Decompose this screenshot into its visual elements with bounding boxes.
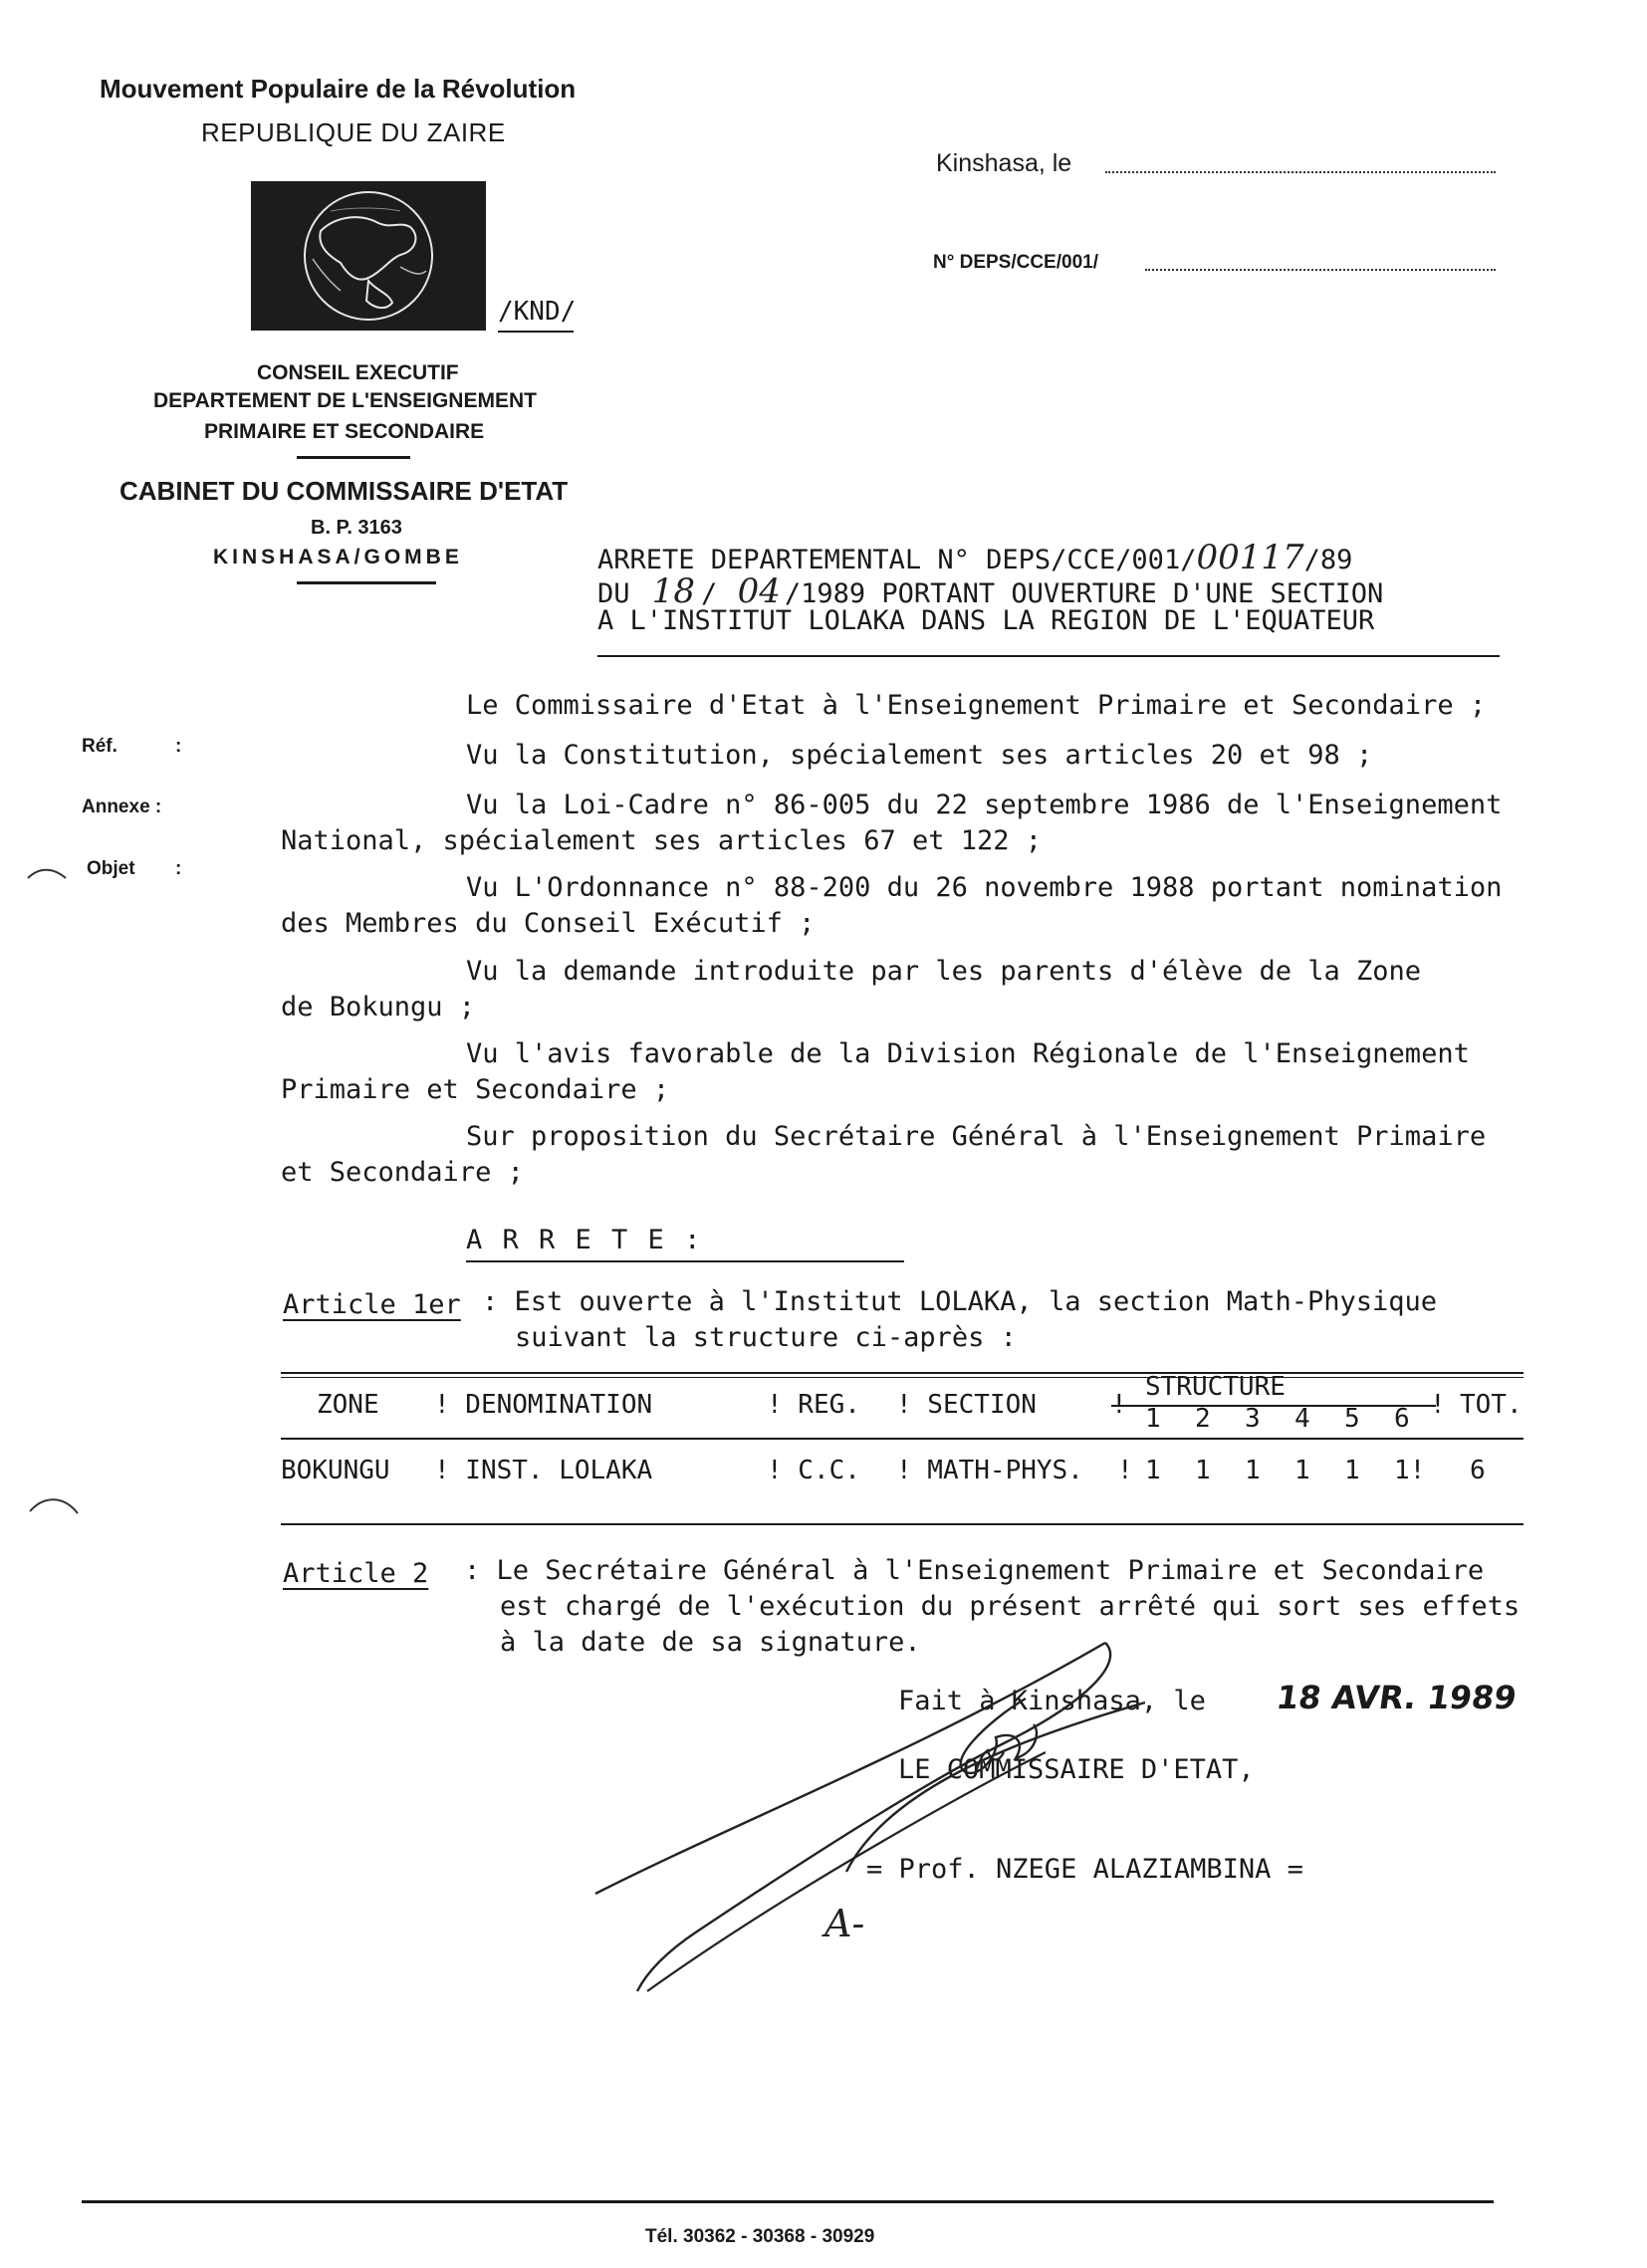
objet-colon: :	[175, 858, 182, 879]
table-row-structure-3: 1	[1245, 1456, 1261, 1485]
preamble-demande-cont: de Bokungu ;	[281, 992, 476, 1022]
fait-a-kinshasa: Fait à Kinshasa, le	[898, 1686, 1206, 1716]
council-line-3: PRIMAIRE ET SECONDAIRE	[204, 420, 485, 443]
table-header-zone: ZONE	[317, 1390, 379, 1420]
date-stamp: 18 AVR. 1989	[1274, 1679, 1520, 1716]
table-header-structure-col-3: 3	[1245, 1404, 1261, 1434]
table-header-section: ! SECTION	[896, 1390, 1037, 1420]
decree-day-handwritten: 18	[651, 571, 696, 611]
decree-number-handwritten: 00117	[1196, 538, 1304, 577]
reference-number-label: N° DEPS/CCE/001/	[933, 252, 1098, 273]
preamble-avis-cont: Primaire et Secondaire ;	[281, 1074, 670, 1105]
table-row-denomination: ! INST. LOLAKA	[434, 1456, 653, 1485]
table-row-tot: 6	[1470, 1456, 1486, 1485]
table-header-structure-col-1: 1	[1145, 1404, 1161, 1434]
table-row-structure-sep: !	[1117, 1456, 1133, 1485]
table-header-structure-sep-right: !	[1430, 1390, 1446, 1420]
table-header-tot: TOT.	[1460, 1390, 1523, 1420]
movement-name: Mouvement Populaire de la Révolution	[100, 74, 577, 104]
preamble-avis: Vu l'avis favorable de la Division Régionale de l'Enseignement	[466, 1038, 1470, 1069]
article-1-line-1: : Est ouverte à l'Institut LOLAKA, la section Math-Physique	[482, 1286, 1438, 1317]
handwritten-signature	[588, 1633, 1145, 2031]
table-header-structure: STRUCTURE	[1145, 1372, 1286, 1402]
title-line-1: ARRETE DEPARTEMENTAL N° DEPS/CCE/001/00117/89	[597, 538, 1353, 577]
preamble-ordonnance-cont: des Membres du Conseil Exécutif ;	[281, 908, 816, 939]
council-line-2: DEPARTEMENT DE L'ENSEIGNEMENT	[153, 389, 537, 412]
commissaire-name: = Prof. NZEGE ALAZIAMBINA =	[866, 1854, 1303, 1885]
postal-box: B. P. 3163	[311, 517, 402, 539]
table-row-structure-5: 1	[1344, 1456, 1360, 1485]
article-2-line-2: est chargé de l'exécution du présent arrêté qui sort ses effets	[500, 1591, 1521, 1622]
margin-tick-mark	[26, 864, 70, 884]
table-row-zone: BOKUNGU	[281, 1456, 390, 1485]
table-row-structure-4: 1	[1294, 1456, 1310, 1485]
article-1-line-2: suivant la structure ci-après :	[515, 1322, 1017, 1353]
emblem-suffix: /KND/	[498, 297, 577, 327]
preamble-proposition-cont: et Secondaire ;	[281, 1157, 524, 1188]
margin-hole-mark	[26, 1491, 82, 1521]
preamble-ordonnance: Vu L'Ordonnance n° 88-200 du 26 novembre 1988 portant nomination	[466, 872, 1503, 903]
table-row-structure-2: 1	[1195, 1456, 1211, 1485]
ref-label: Réf.	[82, 736, 118, 757]
footer-telephone: Tél. 30362 - 30368 - 30929	[645, 2226, 875, 2247]
table-header-structure-col-5: 5	[1344, 1404, 1360, 1434]
globe-emblem-icon	[251, 181, 486, 331]
table-row-reg: ! C.C.	[767, 1456, 860, 1485]
preamble-demande: Vu la demande introduite par les parents d'élève de la Zone	[466, 956, 1422, 987]
arrete-heading: A R R E T E :	[466, 1225, 703, 1255]
table-row-structure-6: 1!	[1394, 1456, 1426, 1485]
decree-month-handwritten: 04	[737, 571, 781, 611]
place-date-label: Kinshasa, le	[936, 149, 1072, 177]
signature-initial: A-	[824, 1902, 865, 1945]
table-header-denomination: ! DENOMINATION	[434, 1390, 653, 1420]
commissaire-title: LE COMMISSAIRE D'ETAT,	[898, 1754, 1255, 1785]
preamble-constitution: Vu la Constitution, spécialement ses articles 20 et 98 ;	[466, 740, 1373, 771]
preamble-proposition: Sur proposition du Secrétaire Général à l'Enseignement Primaire	[466, 1121, 1487, 1152]
table-header-structure-col-6: 6	[1394, 1404, 1410, 1434]
table-row-section: ! MATH-PHYS.	[896, 1456, 1083, 1485]
objet-label: Objet	[87, 858, 135, 879]
table-header-structure-col-4: 4	[1294, 1404, 1310, 1434]
article-1-label: Article 1er	[283, 1289, 461, 1320]
article-2-line-1: : Le Secrétaire Général à l'Enseignement Primaire et Secondaire	[464, 1555, 1485, 1586]
ref-colon: :	[175, 736, 182, 757]
title-line-2: DU 18 / 04 /1989 PORTANT OUVERTURE D'UNE SECTION	[597, 571, 1384, 611]
preamble-loi-cadre-cont: National, spécialement ses articles 67 et 122 ;	[281, 825, 1043, 856]
table-row-structure-1: 1	[1145, 1456, 1161, 1485]
article-2-line-3: à la date de sa signature.	[500, 1627, 921, 1658]
city-gombe: KINSHASA/GOMBE	[213, 546, 463, 568]
preamble-commissaire: Le Commissaire d'Etat à l'Enseignement Primaire et Secondaire ;	[466, 690, 1487, 721]
title-line-3: A L'INSTITUT LOLAKA DANS LA REGION DE L'EQUATEUR	[597, 605, 1375, 636]
council-line-1: CONSEIL EXECUTIF	[257, 361, 459, 384]
preamble-loi-cadre: Vu la Loi-Cadre n° 86-005 du 22 septembre 1986 de l'Enseignement	[466, 790, 1503, 820]
republic-name: REPUBLIQUE DU ZAIRE	[201, 117, 506, 147]
table-header-reg: ! REG.	[767, 1390, 860, 1420]
table-header-structure-col-2: 2	[1195, 1404, 1211, 1434]
cabinet-title: CABINET DU COMMISSAIRE D'ETAT	[119, 476, 569, 506]
article-2-label: Article 2	[283, 1558, 429, 1589]
annexe-label: Annexe :	[82, 796, 162, 817]
